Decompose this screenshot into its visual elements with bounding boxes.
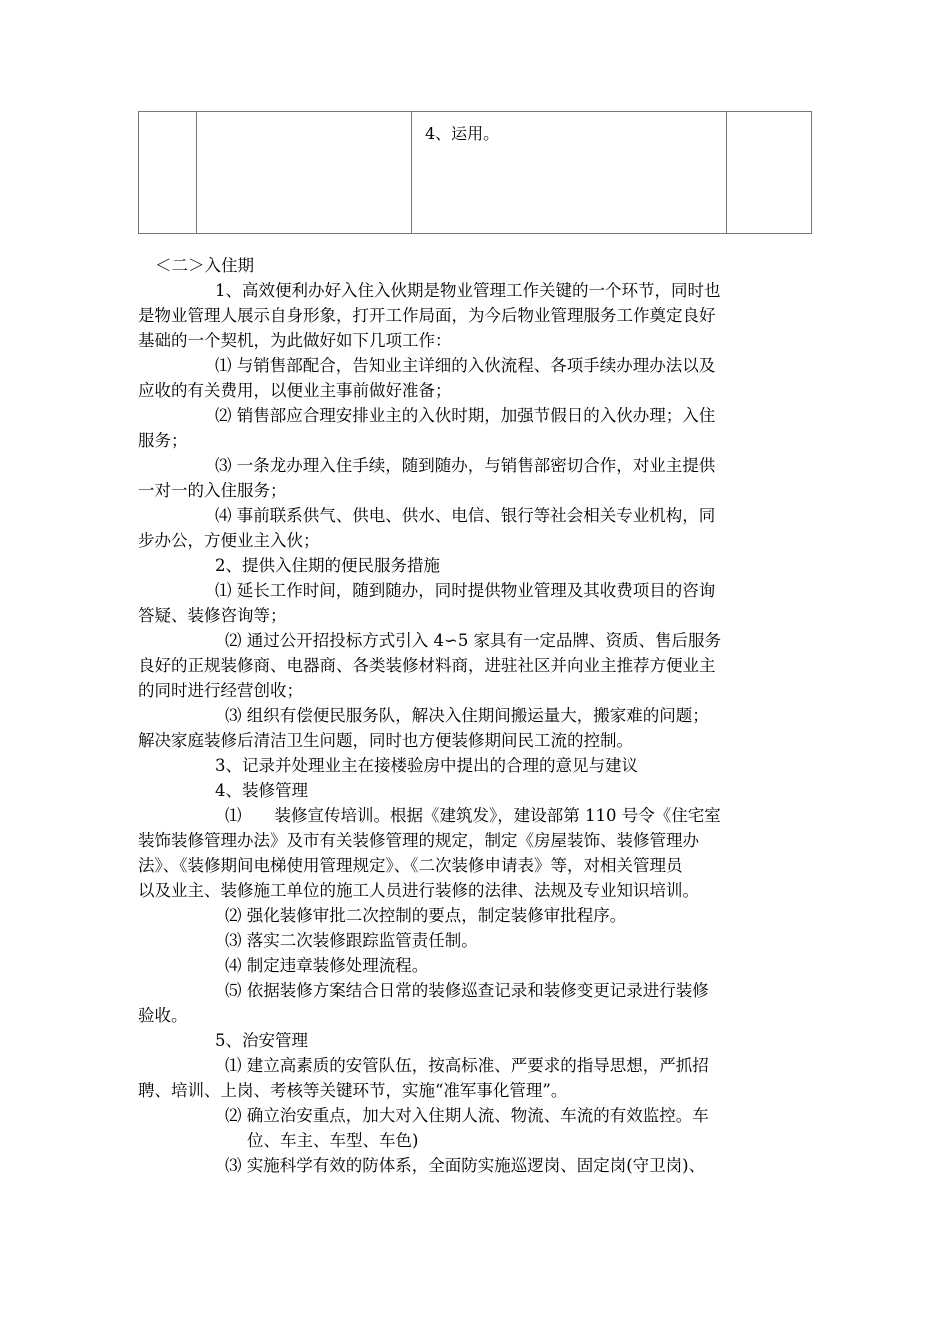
paragraph-line: 步办公，方便业主入伙； [138, 531, 320, 550]
table [138, 111, 812, 234]
paragraph-line: 应收的有关费用，以便业主事前做好准备； [138, 381, 452, 400]
paragraph-line: ⑵ 强化装修审批二次控制的要点，制定装修审批程序。 [225, 906, 627, 925]
paragraph-line: 5、治安管理 [215, 1031, 308, 1050]
table-cell-text: 4、运用。 [425, 124, 500, 143]
paragraph-line: 以及业主、装修施工单位的施工人员进行装修的法律、法规及专业知识培训。 [138, 881, 699, 900]
paragraph-line: 答疑、装修咨询等； [138, 606, 287, 625]
paragraph-line: 位、车主、车型、车色) [247, 1131, 419, 1150]
paragraph-line: ⑸ 依据装修方案结合日常的装修巡查记录和装修变更记录进行装修 [225, 981, 709, 1000]
paragraph-line: 一对一的入住服务； [138, 481, 287, 500]
paragraph-line: ⑷ 制定违章装修处理流程。 [225, 956, 429, 975]
paragraph-line: 良好的正规装修商、电器商、各类装修材料商，进驻社区并向业主推荐方便业主 [138, 656, 716, 675]
paragraph-line: 4、装修管理 [215, 781, 308, 800]
paragraph-line: ⑷ 事前联系供气、供电、供水、电信、银行等社会相关专业机构，同 [215, 506, 716, 525]
paragraph-line: ⑴ 延长工作时间，随到随办，同时提供物业管理及其收费项目的咨询 [215, 581, 716, 600]
paragraph-line: ⑵ 确立治安重点，加大对入住期人流、物流、车流的有效监控。车 [225, 1106, 709, 1125]
paragraph-line: ⑵ 销售部应合理安排业主的入伙时期，加强节假日的入伙办理；入住 [215, 406, 716, 425]
paragraph-line: 装饰装修管理办法》及市有关装修管理的规定，制定《房屋装饰、装修管理办 [138, 831, 699, 850]
paragraph-line: ⑶ 落实二次装修跟踪监管责任制。 [225, 931, 478, 950]
paragraph-line: ⑶ 一条龙办理入住手续，随到随办，与销售部密切合作，对业主提供 [215, 456, 716, 475]
paragraph-line: ⑶ 组织有偿便民服务队，解决入住期间搬运量大，搬家难的问题； [225, 706, 709, 725]
paragraph-line: 验收。 [138, 1006, 188, 1025]
section-heading: ＜二＞入住期 [155, 256, 254, 275]
paragraph-line: ⑵ 通过公开招投标方式引入 4∽5 家具有一定品牌、资质、售后服务 [225, 631, 722, 650]
table-divider [411, 112, 412, 233]
paragraph-line: 2、提供入住期的便民服务措施 [215, 556, 440, 575]
paragraph-line: 基础的一个契机，为此做好如下几项工作： [138, 331, 452, 350]
paragraph-line: 聘、培训、上岗、考核等关键环节，实施“准军事化管理”。 [138, 1081, 568, 1100]
table-divider [196, 112, 197, 233]
paragraph-line: 1、高效便利办好入住入伙期是物业管理工作关键的一个环节，同时也 [215, 281, 721, 300]
paragraph-line: ⑴ 建立高素质的安管队伍，按高标准、严要求的指导思想，严抓招 [225, 1056, 709, 1075]
paragraph-line: 解决家庭装修后清洁卫生问题，同时也方便装修期间民工流的控制。 [138, 731, 633, 750]
paragraph-line: 是物业管理人展示自身形象，打开工作局面，为今后物业管理服务工作奠定良好 [138, 306, 716, 325]
paragraph-line: ⑴ 装修宣传培训。根据《建筑发》，建设部第 110 号令《住宅室 [225, 806, 721, 825]
paragraph-line: ⑴ 与销售部配合，告知业主详细的入伙流程、各项手续办理办法以及 [215, 356, 716, 375]
paragraph-line: 服务； [138, 431, 188, 450]
table-divider [726, 112, 727, 233]
paragraph-line: 法》、《装修期间电梯使用管理规定》、《二次装修申请表》等，对相关管理员 [138, 856, 683, 875]
paragraph-line: 的同时进行经营创收； [138, 681, 303, 700]
paragraph-line: ⑶ 实施科学有效的防体系，全面防实施巡逻岗、固定岗(守卫岗)、 [225, 1156, 706, 1175]
paragraph-line: 3、记录并处理业主在接楼验房中提出的合理的意见与建议 [215, 756, 638, 775]
